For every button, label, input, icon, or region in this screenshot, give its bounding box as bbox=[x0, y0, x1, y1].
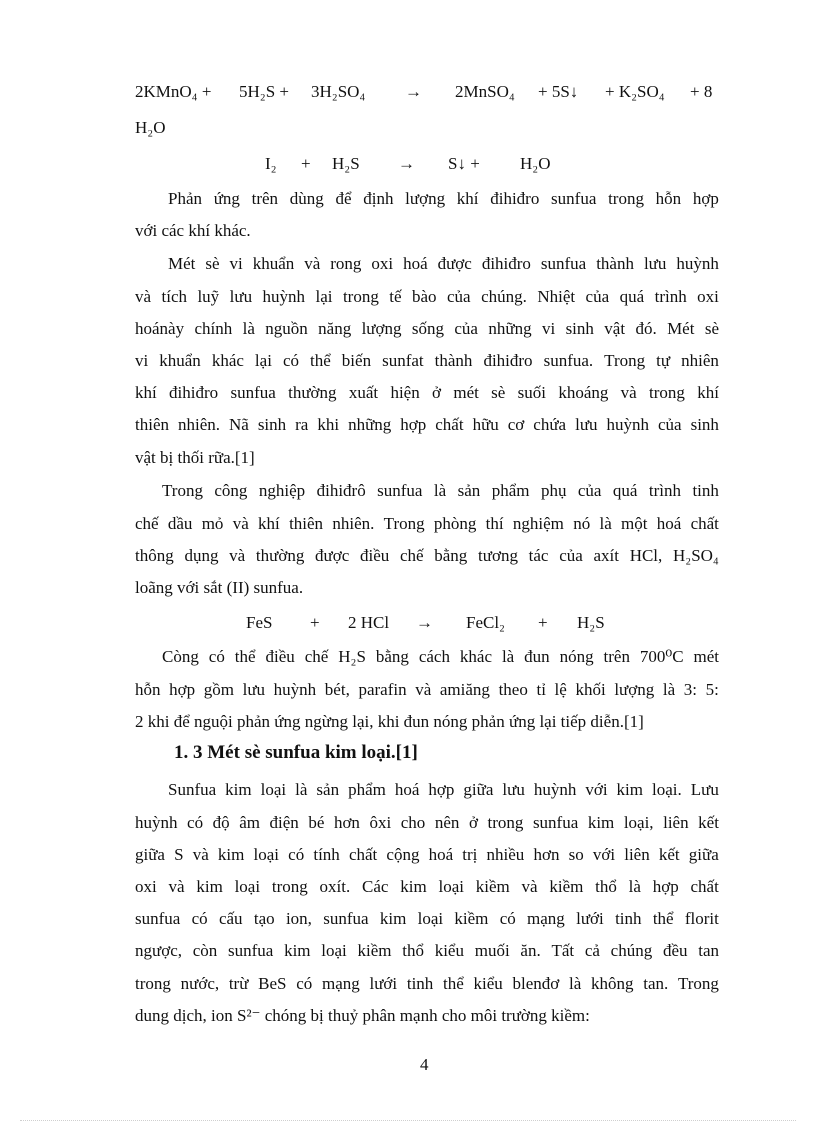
eq1-product-1: 2MnSO₄ bbox=[455, 82, 515, 101]
p2-line-7: vật bị thối rữa.[1] bbox=[135, 448, 255, 467]
eq2-arrow: → bbox=[398, 154, 415, 173]
p1-line-1: Phản ứng trên dùng để định lượng khí đihiđro sunfua trong hỗn hợp bbox=[168, 189, 719, 208]
p5-line-7: trong nước, trừ BeS có mạng lưới tinh thể kiểu blenđơ là không tan. Trong bbox=[135, 974, 719, 993]
eq1-product-3: + K₂SO₄ bbox=[605, 82, 665, 101]
equation-kmno4 bbox=[135, 81, 719, 103]
eq1-reactant-3: 3H₂SO₄ bbox=[311, 82, 366, 101]
p4-line-1: Còng có thể điều chế H₂S bằng cách khác là đun nóng trên 700⁰C mét bbox=[162, 647, 719, 666]
p4-line-3: 2 khi để nguội phản ứng ngừng lại, khi đun nóng phản ứng lại tiếp diễn.[1] bbox=[135, 712, 644, 731]
eq1-product-4: + 8 bbox=[690, 82, 713, 101]
p5-line-5: sunfua có cấu tạo ion, sunfua kim loại kiềm có mạng lưới tinh thể florit bbox=[135, 909, 719, 928]
p3-line-4: loãng với sắt (II) sunfua. bbox=[135, 578, 304, 597]
p5-line-1: Sunfua kim loại là sản phẩm hoá hợp giữa lưu huỳnh với kim loại. Lưu bbox=[168, 780, 719, 799]
page-bottom-divider bbox=[20, 1120, 796, 1121]
p2-line-5: khí đihiđro sunfua thường xuất hiện ở mét sè suối khoáng và trong khí bbox=[135, 383, 719, 402]
p2-line-1: Mét sè vi khuẩn và rong oxi hoá được đihiđro sunfua thành lưu huỳnh bbox=[168, 254, 719, 273]
p2-line-3: hoánày chính là nguồn năng lượng sống của những vi sinh vật đó. Mét sè bbox=[135, 319, 719, 338]
p5-line-6: ngược, còn sunfua kim loại kiềm thổ kiểu muối ăn. Tất cả chúng đều tan bbox=[135, 941, 719, 960]
eq1-reactant-2: 5H₂S + bbox=[239, 82, 289, 101]
page-number: 4 bbox=[420, 1055, 429, 1074]
p2-line-2: và tích luỹ lưu huỳnh lại trong tế bào của chúng. Nhiệt của quá trình oxi bbox=[135, 287, 719, 306]
eq3-t4: FeCl₂ bbox=[466, 613, 505, 632]
p3-line-3: thông dụng và thường được điều chế bằng tương tác của axít HCl, H₂SO₄ bbox=[135, 546, 719, 565]
equation-fes bbox=[246, 612, 616, 634]
p2-line-6: thiên nhiên. Nã sinh ra khi những hợp chất hữu cơ chứa lưu huỳnh của sinh bbox=[135, 415, 719, 434]
eq1-product-2: + 5S↓ bbox=[538, 82, 579, 101]
p1-line-2: với các khí khác. bbox=[135, 221, 251, 240]
eq3-t3: 2 HCl bbox=[348, 613, 390, 632]
eq2-t5: H₂O bbox=[520, 154, 551, 173]
eq1-reactant-1: 2KMnO₄ + bbox=[135, 82, 212, 101]
p5-line-3: giữa S và kim loại có tính chất cộng hoá trị nhiều hơn so với liên kết giữa bbox=[135, 845, 719, 864]
eq3-t2: + bbox=[310, 613, 320, 632]
p2-line-4: vi khuẩn khác lại có thể biến sunfat thành đihiđro sunfua. Trong tự nhiên bbox=[135, 351, 719, 370]
eq2-t1: I₂ bbox=[265, 154, 277, 173]
eq2-t3: H₂S bbox=[332, 154, 360, 173]
section-heading: 1. 3 Mét sè sunfua kim loại.[1] bbox=[174, 742, 418, 763]
p3-line-2: chế dầu mỏ và khí thiên nhiên. Trong phòng thí nghiệm nó là một hoá chất bbox=[135, 514, 719, 533]
p4-line-2: hỗn hợp gồm lưu huỳnh bét, parafin và amiăng theo tỉ lệ khối lượng là 3: 5: bbox=[135, 680, 719, 699]
p3-line-1: Trong công nghiệp đihiđrô sunfua là sản phẩm phụ của quá trình tinh bbox=[162, 481, 719, 500]
eq3-t5: + bbox=[538, 613, 548, 632]
eq3-t6: H₂S bbox=[577, 613, 605, 632]
p5-line-8: dung dịch, ion S²⁻ chóng bị thuỷ phân mạnh cho môi trường kiềm: bbox=[135, 1006, 590, 1025]
equation-iodine bbox=[265, 153, 565, 175]
p5-line-4: oxi và kim loại trong oxít. Các kim loại kiềm và kiềm thổ là hợp chất bbox=[135, 877, 719, 896]
eq2-t4: S↓ + bbox=[448, 154, 480, 173]
eq1-arrow: → bbox=[405, 82, 422, 101]
eq2-t2: + bbox=[301, 154, 311, 173]
eq1-water: H₂O bbox=[135, 118, 166, 137]
eq3-t1: FeS bbox=[246, 613, 273, 632]
eq3-arrow: → bbox=[416, 613, 433, 632]
p5-line-2: huỳnh có độ âm điện bé hơn ôxi cho nên ở trong sunfua kim loại, liên kết bbox=[135, 813, 719, 832]
